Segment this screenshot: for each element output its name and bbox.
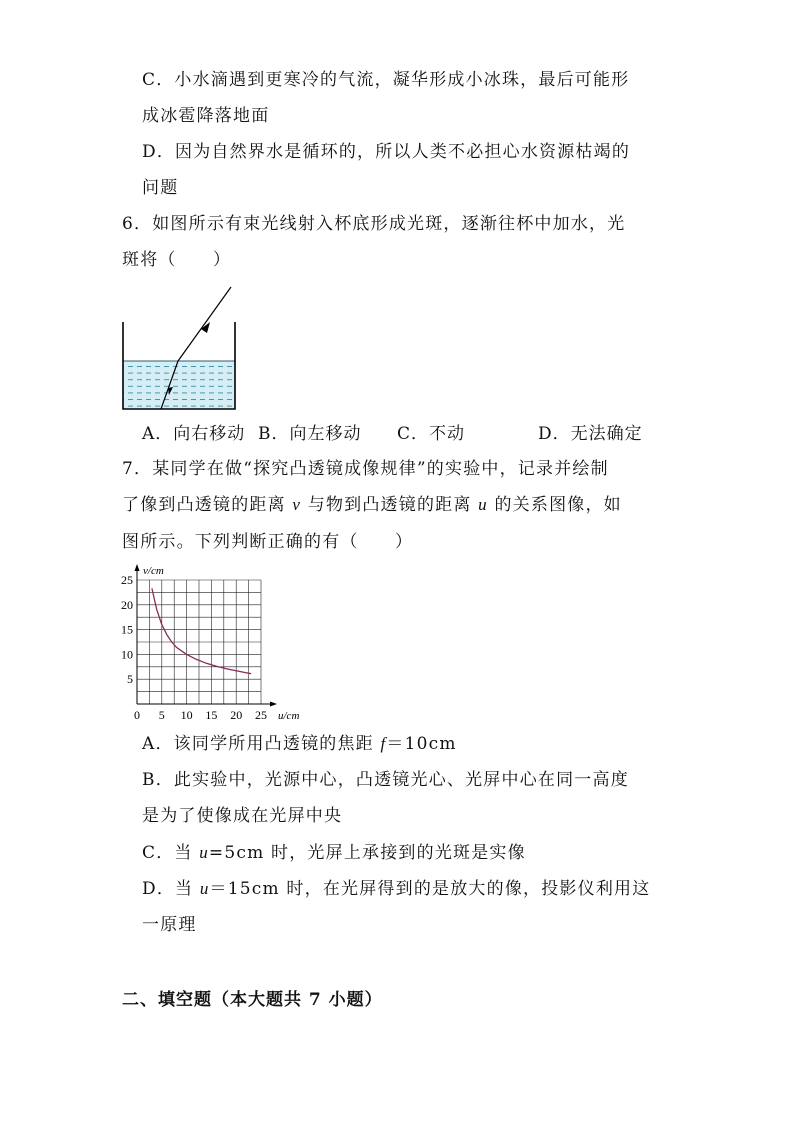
q7-option-d-line2: 一原理 xyxy=(142,915,197,935)
y-tick-label: 15 xyxy=(121,622,133,637)
q6-option-d: D．无法确定 xyxy=(538,424,643,444)
cup-refraction-figure xyxy=(118,284,242,414)
q7-option-c: C．当 u=5cm 时，光屏上承接到的光斑是实像 xyxy=(142,843,526,863)
x-tick-label: 0 xyxy=(134,708,140,722)
y-tick-label: 25 xyxy=(121,573,133,587)
q6-option-c: C．不动 xyxy=(397,424,466,444)
y-axis-arrow-icon xyxy=(135,564,140,571)
q7-stem-line2: 了像到凸透镜的距离 v 与物到凸透镜的距离 u 的关系图像，如 xyxy=(122,495,622,515)
x-tick-label: 25 xyxy=(255,708,267,722)
x-tick-label: 10 xyxy=(180,708,193,722)
q7-option-d-line1: D．当 u＝15cm 时，在光屏得到的是放大的像，投影仪利用这 xyxy=(142,879,651,899)
q7-option-a: A．该同学所用凸透镜的焦距 f＝10cm xyxy=(142,734,457,754)
x-axis-label: u/cm xyxy=(278,710,300,722)
incident-ray xyxy=(178,287,231,361)
x-tick-label: 5 xyxy=(158,708,165,722)
q6-option-b: B．向左移动 xyxy=(258,424,362,444)
q6-option-a: A．向右移动 xyxy=(142,424,246,444)
y-tick-label: 5 xyxy=(127,672,133,687)
section-heading-fill-in: 二、填空题（本大题共 7 小题） xyxy=(122,990,383,1010)
y-tick-label: 20 xyxy=(121,597,133,612)
x-tick-label: 20 xyxy=(230,708,243,722)
x-axis-arrow-icon xyxy=(270,702,277,707)
q5-option-c-line2: 成冰雹降落地面 xyxy=(142,106,270,126)
q5-option-d-line1: D．因为自然界水是循环的，所以人类不必担心水资源枯竭的 xyxy=(142,142,631,162)
q7-stem-line1: 7．某同学在做“探究凸透镜成像规律”的实验中，记录并绘制 xyxy=(122,459,609,479)
q7-stem-line3: 图所示。下列判断正确的有（ ） xyxy=(122,532,414,552)
q7-option-b-line1: B．此实验中，光源中心，凸透镜光心、光屏中心在同一高度 xyxy=(142,770,629,790)
q6-stem-line2: 斑将（ ） xyxy=(122,250,232,270)
x-tick-label: 15 xyxy=(205,708,218,722)
v-u-chart xyxy=(112,562,312,724)
y-tick-label: 10 xyxy=(121,647,133,662)
y-axis-label: v/cm xyxy=(143,565,164,577)
q5-option-d-line2: 问题 xyxy=(142,178,179,198)
q5-option-c-line1: C．小水滴遇到更寒冷的气流，凝华形成小冰珠，最后可能形 xyxy=(142,70,630,90)
q6-stem-line1: 6．如图所示有束光线射入杯底形成光斑，逐渐往杯中加水，光 xyxy=(122,214,626,234)
q7-option-b-line2: 是为了使像成在光屏中央 xyxy=(142,806,343,826)
